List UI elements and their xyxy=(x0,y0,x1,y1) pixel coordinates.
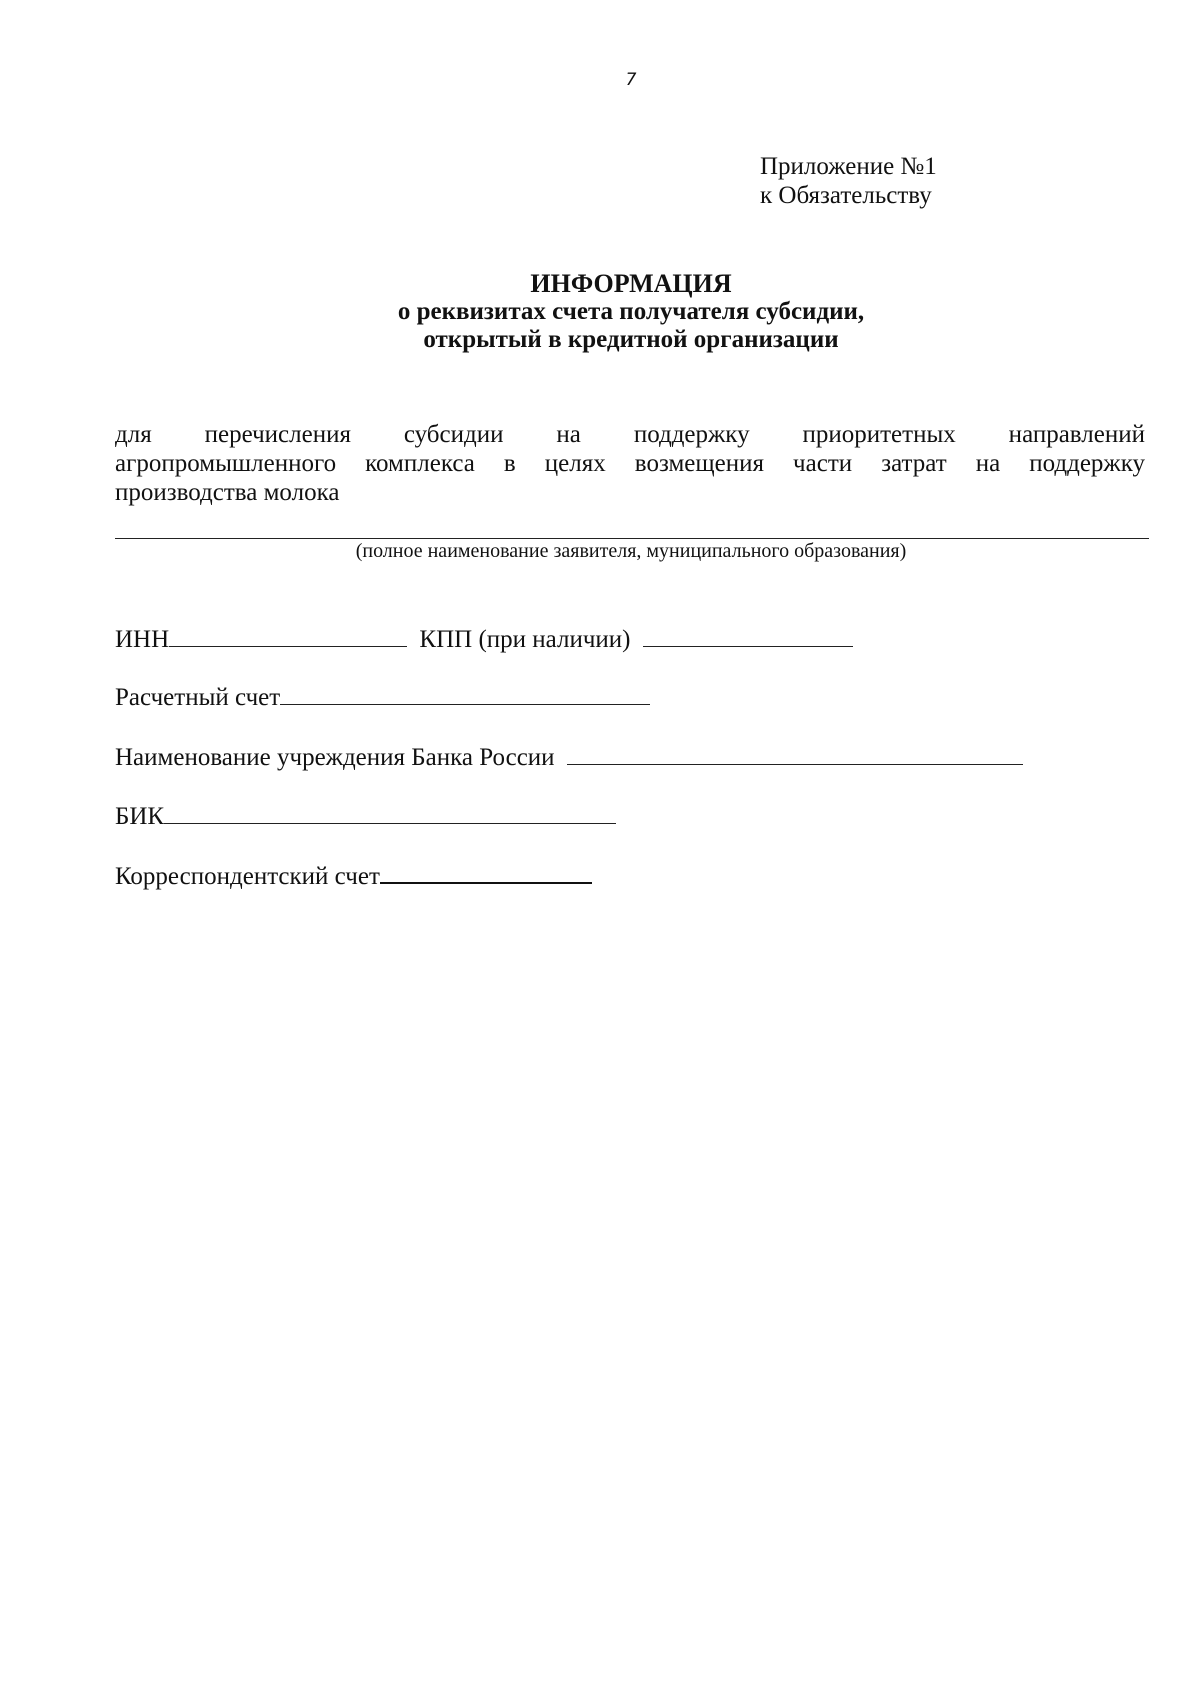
purpose-line3: производства молока xyxy=(115,479,340,506)
purpose-line1: для перечисления субсидии на поддержку приоритетных направлений xyxy=(115,421,1145,448)
applicant-name-line[interactable] xyxy=(115,538,1149,539)
appendix-note xyxy=(760,152,937,210)
bank-label: Наименование учреждения Банка России xyxy=(115,744,555,771)
corr-row xyxy=(115,860,592,891)
title-line3: открытый в кредитной организации xyxy=(423,326,839,353)
appendix-line1: Приложение №1 xyxy=(760,153,937,180)
bik-label: БИК xyxy=(115,803,165,830)
appendix-line2: к Обязательству xyxy=(760,182,932,209)
bik-blank[interactable] xyxy=(164,801,616,824)
account-row xyxy=(115,682,650,712)
kpp-blank[interactable] xyxy=(643,624,853,647)
document-title xyxy=(0,270,1200,354)
bank-blank[interactable] xyxy=(567,742,1023,765)
inn-kpp-row xyxy=(115,624,853,654)
kpp-label: КПП (при наличии) xyxy=(419,626,631,653)
corr-label: Корреспондентский счет xyxy=(115,863,380,890)
account-label: Расчетный счет xyxy=(115,684,281,711)
purpose-paragraph xyxy=(115,420,1145,507)
inn-blank[interactable] xyxy=(169,624,407,647)
inn-label: ИНН xyxy=(115,626,170,653)
title-line2: о реквизитах счета получателя субсидии, xyxy=(397,298,865,325)
title-main: ИНФОРМАЦИЯ xyxy=(530,269,732,298)
bank-row xyxy=(115,742,1023,772)
bik-row xyxy=(115,801,616,831)
account-blank[interactable] xyxy=(280,682,650,705)
corr-blank[interactable] xyxy=(380,860,592,884)
purpose-line2: агропромышленного комплекса в целях возмещения части затрат на поддержку xyxy=(115,450,1145,477)
applicant-name-hint: (полное наименование заявителя, муниципального образования) xyxy=(355,540,907,562)
page-number: 7 xyxy=(625,70,637,90)
